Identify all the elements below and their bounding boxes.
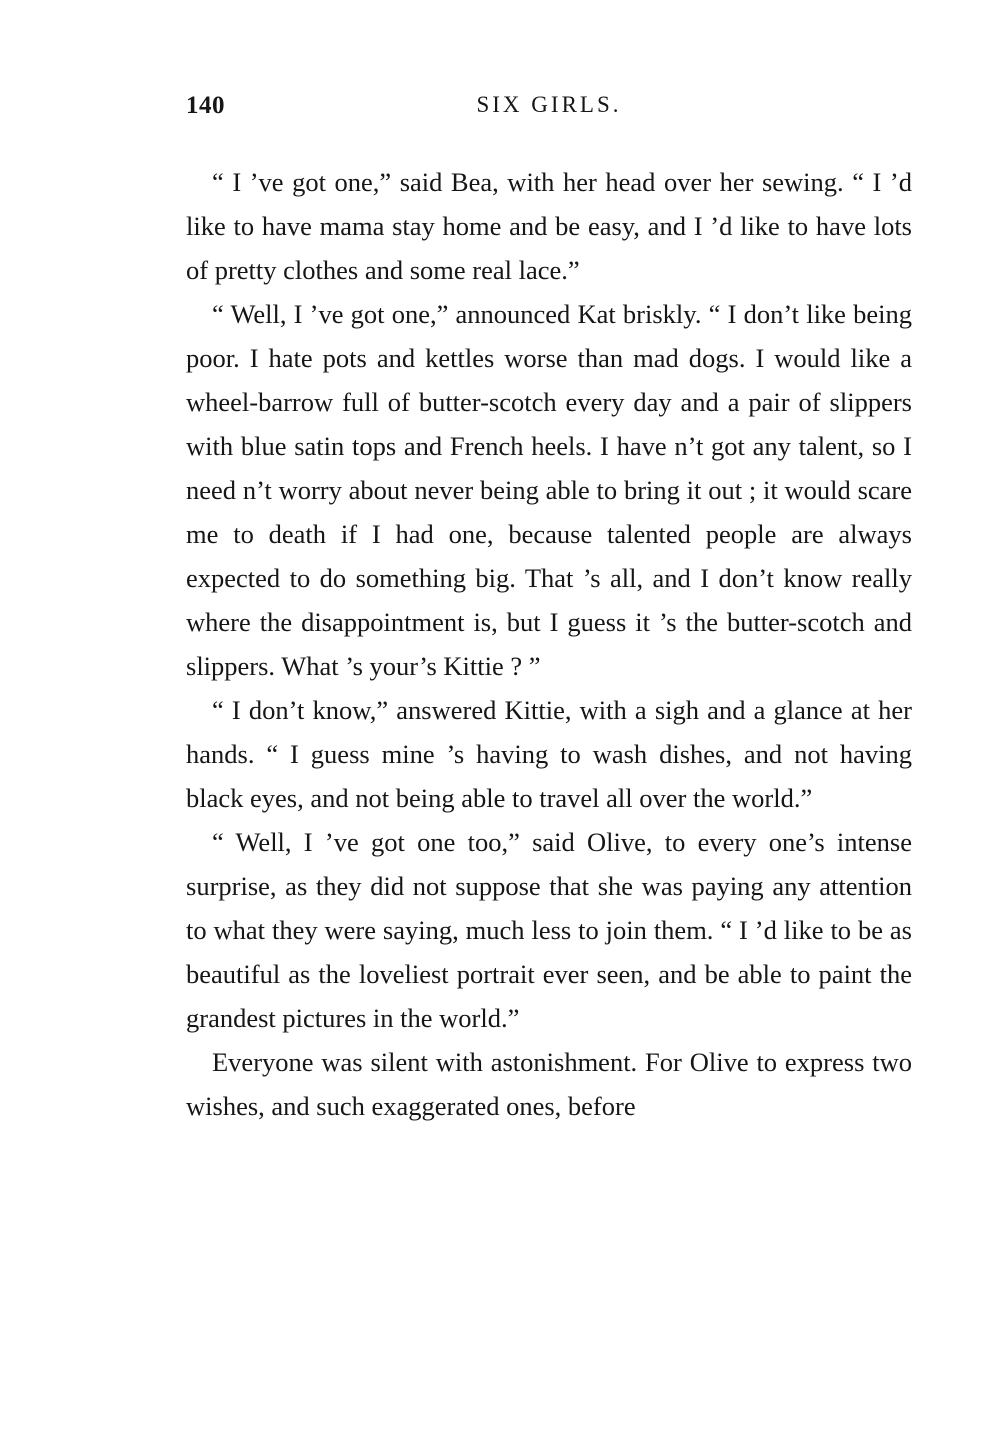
- paragraph-kat: “ Well, I ’ve got one,” announced Kat briskly. “ I don’t like being poor. I hate pots and kettles worse than mad dogs. I would like a wheel-barrow full of butter-scotch every day and a pair of slippers with blue satin tops and French heels. I have n’t got any talent, so I need n’t worry about never being able to bring it out ; it would scare me to death if I had one, because talented people are always expected to do something big. That ’s all, and I don’t know really where the disappointment is, but I guess it ’s the butter-scotch and slippers. What ’s your’s Kittie ? ”: [186, 299, 912, 681]
- paragraph-olive: “ Well, I ’ve got one too,” said Olive, to every one’s intense surprise, as they did not suppose that she was paying any attention to what they were saying, much less to join them. “ I ’d like to be as beautiful as the loveliest portrait ever seen, and be able to paint the grandest pictures in the world.”: [186, 827, 912, 1033]
- page-header: [186, 92, 912, 132]
- paragraph-bea: “ I ’ve got one,” said Bea, with her head over her sewing. “ I ’d like to have mama stay home and be easy, and I ’d like to have lots of pretty clothes and some real lace.”: [186, 167, 912, 285]
- paragraph-kittie: “ I don’t know,” answered Kittie, with a sigh and a glance at her hands. “ I guess mine ’s having to wash dishes, and not having black eyes, and not being able to travel all over the world.”: [186, 695, 912, 813]
- page-number: 140: [186, 92, 225, 119]
- running-title: SIX GIRLS.: [476, 92, 622, 117]
- paragraph-narration: Everyone was silent with astonishment. For Olive to express two wishes, and such exaggerated ones, before: [186, 1047, 912, 1121]
- body-text: [186, 160, 912, 1128]
